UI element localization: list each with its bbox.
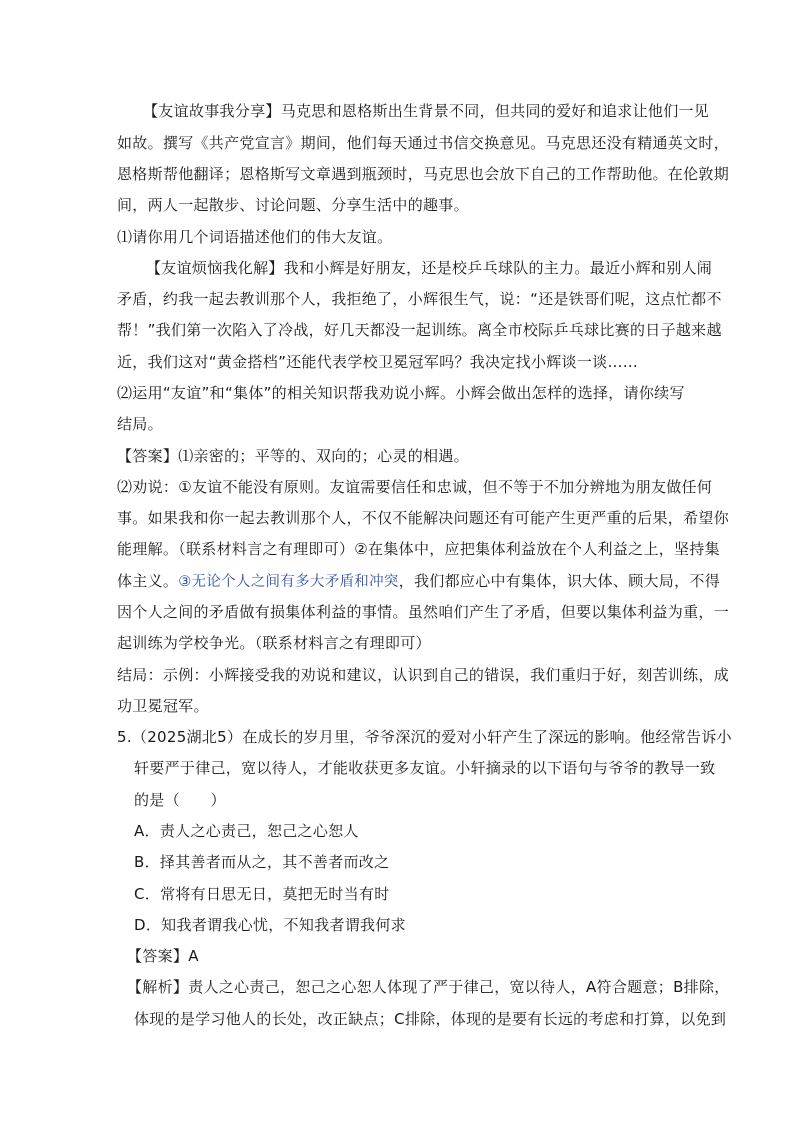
question-2-line-2: 结局。 (117, 415, 163, 433)
analysis-line-1: 【解析】责人之心责己，恕己之心恕人体现了严于律己，宽以待人，A符合题意；B排除， (127, 978, 730, 996)
option-b: B．择其善者而从之，其不善者而改之 (134, 853, 390, 871)
friendship-story-line-2: 如故。撰写《共产党宣言》期间，他们每天通过书信交换意见。马克思还没有精通英文时， (117, 134, 730, 152)
friendship-story-line-1: 【友谊故事我分享】马克思和恩格斯出生背景不同，但共同的爱好和追求让他们一见 (143, 102, 710, 120)
answer-5: 【答案】A (127, 947, 199, 965)
answer-2-line-4 (117, 571, 720, 592)
friendship-trouble-line-4: 近，我们这对“黄金搭档”还能代表学校卫冕冠军吗？我决定找小辉谈一谈…… (117, 353, 639, 371)
answer-2-line-5: 因个人之间的矛盾做有损集体利益的事情。虽然咱们产生了矛盾，但要以集体利益为重，一 (117, 603, 730, 621)
question-1: ⑴请你用几个词语描述他们的伟大友谊。 (117, 228, 393, 246)
ending-line-2: 功卫冕冠军。 (117, 697, 209, 715)
answer-2-line-4-end: ，我们都应心中有集体，识大体、顾大局，不得 (398, 572, 721, 590)
question-5-line-2: 轩要严于律己，宽以待人，才能收获更多友谊。小轩摘录的以下语句与爷爷的教导一致 (134, 759, 716, 777)
option-a: A．责人之心责己，恕己之心恕人 (134, 822, 359, 840)
answer-1: 【答案】⑴亲密的；平等的、双向的；心灵的相遇。 (117, 447, 469, 465)
friendship-trouble-line-3: 帮！”我们第一次陷入了冷战，好几天都没一起训练。离全市校际乒乓球比赛的日子越来越 (117, 321, 722, 339)
answer-2-line-2: 事。如果我和你一起去教训那个人，不仅不能解决问题还有可能产生更严重的后果，希望你 (117, 509, 730, 527)
friendship-story-line-3: 恩格斯帮他翻译；恩格斯写文章遇到瓶颈时，马克思也会放下自己的工作帮助他。在伦敦期 (117, 165, 730, 183)
answer-2-line-3: 能理解。（联系材料言之有理即可）②在集体中，应把集体利益放在个人利益之上，坚持集 (117, 540, 720, 558)
answer-2-line-4-start: 体主义。 (117, 572, 179, 590)
question-5-line-3: 的是（ ） (134, 791, 226, 809)
analysis-line-2: 体现的是学习他人的长处，改正缺点；C排除，体现的是要有长远的考虑和打算，以免到 (134, 1010, 727, 1028)
option-c: C．常将有日思无日，莫把无时当有时 (134, 885, 390, 903)
answer-2-line-6: 起训练为学校争光。（联系材料言之有理即可） (117, 634, 431, 652)
friendship-trouble-line-1: 【友谊烦恼我化解】我和小辉是好朋友，还是校乒乓球队的主力。最近小辉和别人闹 (146, 259, 713, 277)
friendship-story-line-4: 间，两人一起散步、讨论问题、分享生活中的趣事。 (117, 196, 469, 214)
ending-line-1: 结局：示例：小辉接受我的劝说和建议，认识到自己的错误，我们重归于好，刻苦训练，成 (117, 666, 730, 684)
answer-2-highlight: ③无论个人之间有多大矛盾和冲突 (178, 574, 399, 590)
question-2-line-1: ⑵运用“友谊”和“集体”的相关知识帮我劝说小辉。小辉会做出怎样的选择，请你续写 (117, 384, 685, 402)
friendship-trouble-line-2: 矛盾，约我一起去教训那个人，我拒绝了，小辉很生气，说：“还是铁哥们呢，这点忙都不 (117, 290, 722, 308)
question-5-line-1: 5.（2025湖北5）在成长的岁月里，爷爷深沉的爱对小轩产生了深远的影响。他经常告诉小 (117, 728, 732, 746)
answer-2-line-1: ⑵劝说：①友谊不能没有原则。友谊需要信任和忠诚，但不等于不加分辨地为朋友做任何 (117, 478, 713, 496)
option-d: D．知我者谓我心忧，不知我者谓我何求 (134, 916, 406, 934)
